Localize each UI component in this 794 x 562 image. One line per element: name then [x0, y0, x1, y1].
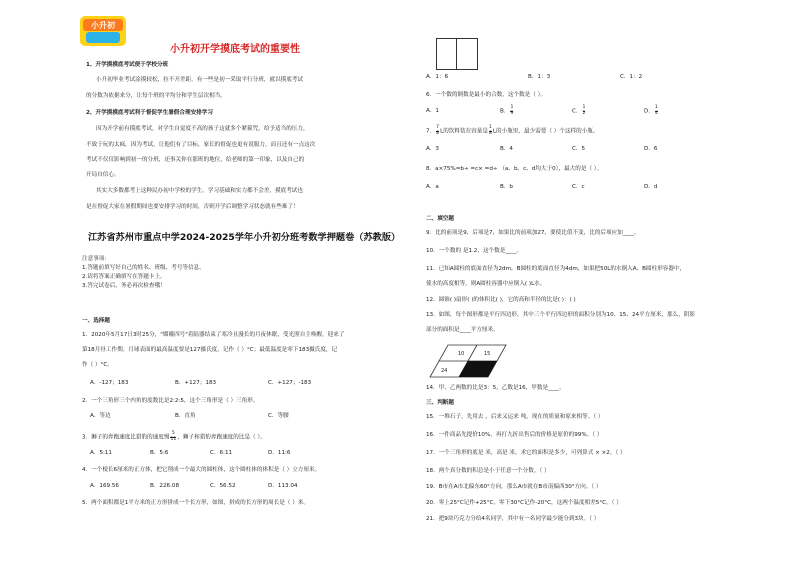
q11-line: 11．已知A圆柱的底面直径为2dm，B圆柱的底面直径为4dm，如果把50L的水倒入A、B圆柱形容器中， — [426, 266, 686, 272]
q18-text: 18．两个真分数的积总是小于任意一个分数。（ ） — [426, 468, 550, 474]
q11-line: 使水的高度相等，则A圆柱容器中应倒入( )L水。 — [426, 281, 546, 287]
q8-option: B．b — [500, 184, 513, 190]
q4-option: A．169.56 — [90, 483, 119, 489]
intro-p2-line: 因为开学前有摸底考试，对学生自觉度不高的孩子这就多个紧箍咒，给予适当的压力， — [96, 126, 309, 132]
q17-text: 17．一个三角形的底是 米，高是 米，求它的面积是多少，可列算式 × ×2。（ ） — [426, 450, 626, 456]
q6-option: D． $\frac{1}{4}$ — [644, 105, 658, 116]
q3-option: B．5:6 — [150, 450, 169, 456]
intro-p1-line: 的分数为依据来分，让每个班的平均分和学生层次相当。 — [86, 93, 226, 99]
q1-line: 第18月昼工作期。月球表面的最高温度要是127摄氏度，记作（ ）°C；最低温度是零下183摄氏度，记 — [82, 347, 338, 353]
q5-figure-divider — [456, 38, 457, 70]
q6-option: A．1 — [426, 108, 439, 114]
q8-option: A．a — [426, 184, 439, 190]
q5-option: B．1：3 — [528, 74, 551, 80]
fig-label: 10 — [458, 351, 465, 357]
q6-option: B． $\frac{1}{9}$ — [500, 105, 514, 116]
q1-option: C．+127；-183 — [268, 380, 312, 386]
q9-text: 9．比的前项是9，后项是7，如果比的前项加27，要使比值不变，比的后项应加____。 — [426, 230, 640, 236]
q4-option: C．56.52 — [210, 483, 236, 489]
note-item: 2.请将答案正确填写在答题卡上。 — [82, 274, 166, 280]
q20-text: 20．零上25°C记作+25°C，零下30°C记作-20°C，这两个温度相差5°C。（ ） — [426, 500, 622, 506]
q4-option: D．113.04 — [268, 483, 298, 489]
q16-text: 16．一件商品先提价10%，再打九折出售后的价格是原价的99%。（ ） — [426, 432, 603, 438]
notes-heading: 注意事项： — [82, 256, 110, 262]
q5-figure — [436, 38, 478, 70]
q13-line: 13．如图，每个图形都是平行四边形，其中三个平行四边形的面积分别为10、15、24平方厘米，那么，阴影 — [426, 312, 696, 318]
intro-p2-head: 2、开学摸摸底考试利于督促学生暑假合理安排学习 — [86, 110, 213, 116]
fig-label: 15 — [484, 351, 491, 357]
q21-text: 21．把9块巧克力分给4名同学，其中有一名同学最少能分到3块。（ ） — [426, 516, 600, 522]
fig-label: 24 — [441, 368, 448, 374]
section-choice: 一、选择题 — [82, 318, 110, 324]
q3-option: A．5:11 — [90, 450, 112, 456]
note-item: 1.答题前填写好自己的姓名、班级、考号等信息。 — [82, 265, 205, 271]
q2-option: B．直角 — [175, 413, 196, 419]
q8-text: 8．a×75%=b÷ =c× =d÷ （a、b、c、d均大于0），最大的是（ ）。 — [426, 166, 603, 172]
intro-p2-line: 开局自信心。 — [86, 172, 120, 178]
q2-text: 2．一个三角形三个内角的度数比是2:2:5，这个三角形是（ ）三角形。 — [82, 398, 259, 404]
exam-title: 江苏省苏州市重点中学2024-2025学年小升初分班考数学押题卷（苏教版） — [88, 232, 401, 243]
q2-option: C．等腰 — [268, 413, 289, 419]
q10-text: 10．一个数的 是1.2，这个数是____。 — [426, 248, 523, 254]
q8-option: D．d — [644, 184, 658, 190]
intro-p2-line: 不致于玩的太疯。因为考试，让他们有了目标，家长的督促也更有说服力。而且还有一点这次 — [86, 142, 316, 148]
section-judge: 三、判断题 — [426, 400, 454, 406]
q1-line: 作（ ）°C。 — [82, 362, 113, 368]
q5-option: A．1：6 — [426, 74, 449, 80]
intro-p1-head: 1、开学摸摸底考试便于学校分班 — [86, 62, 169, 68]
page-title: 小升初开学摸底考试的重要性 — [170, 44, 300, 55]
q3-text: 3．狮子的奔跑速度比猎豹的速度慢 $\frac{5}{11}$ ，狮子和猎豹奔跑速度的比是（ ）。 — [82, 431, 266, 442]
q12-text: 12．圆锥( )扇形( )的体积比( )，它的高和半径的比是( )：( ) — [426, 297, 576, 303]
q1-line: 1．2020年5月17日3时25分，"嫦娥四号"着陆器结束了寒冷且漫长的月夜休眠，受光照自主唤醒，迎来了 — [82, 332, 345, 338]
q8-option: C．c — [572, 184, 585, 190]
q4-option: B．226.08 — [150, 483, 180, 489]
intro-p1-line: 小升初毕业考试涂摸较松，拉不开差距。有一些是初一采取平行分班，就以摸底考试 — [96, 77, 303, 83]
q19-text: 19．B市在A市北偏东60°方向，那么A市就在B市南偏西30°方向。（ ） — [426, 484, 602, 490]
intro-p3-line: 其实大多数都考上这种民办初中学校的学生，学习基础和实力都不会差，摸底考试也 — [96, 188, 303, 194]
q7-option: C．5 — [572, 146, 586, 152]
q5-option: C．1：2 — [620, 74, 643, 80]
q1-option: B．+127；183 — [175, 380, 217, 386]
intro-p2-line: 考试不仅仅影响到初一的分班，还事关你在那班的地位，给老师的第一印象，以及自己的 — [86, 157, 305, 163]
logo-text: 小升初 — [91, 21, 115, 30]
q6-text: 6．一个数的倒数是最小的合数，这个数是（ ）。 — [426, 92, 547, 98]
q5-text: 5．两个面积都是1平方米的正方形拼成一个长方形，如图，拼成的长方形的周长是（ ）米。 — [82, 500, 310, 506]
q7-option: D．6 — [644, 146, 658, 152]
q13-line: 部分的面积是____平方厘米。 — [426, 327, 499, 333]
q2-option: A．等边 — [90, 413, 111, 419]
q7-option: A．3 — [426, 146, 439, 152]
q3-option: C．6:11 — [210, 450, 233, 456]
q14-text: 14．甲、乙两数的比是3：5，乙数是16，甲数是____。 — [426, 385, 565, 391]
note-item: 3.答完试卷后，务必再次检查哦！ — [82, 283, 166, 289]
q7-text: 7． $\frac{7}{8}$ L的饮料装在容量是 $\frac{1}{8}$ L的小瓶里，最少需要（ ）个这样的小瓶。 — [426, 125, 599, 136]
section-fill: 二、填空题 — [426, 216, 454, 222]
q3-option: D．11:6 — [268, 450, 291, 456]
intro-p3-line: 是在督促大家在暑假期间也要安排学习的时间，否则开学后调整学习状态就有些难了！ — [86, 204, 299, 210]
q1-option: A．-127；183 — [90, 380, 129, 386]
q15-text: 15．一堆石子，先用去 ，后来又运来 吨，现在的质量和原来相等。（ ） — [426, 414, 604, 420]
q6-option: C． $\frac{1}{2}$ — [572, 105, 586, 116]
q4-text: 4．一个棱长6厘米的正方体，把它削成一个最大的圆柱体，这个圆柱体的体积是（ ）立方厘米。 — [82, 467, 321, 473]
fraction: $\frac{5}{11}$ — [170, 431, 177, 442]
q7-option: B．4 — [500, 146, 513, 152]
xiaoshengchu-logo — [78, 14, 128, 48]
q13-figure — [428, 344, 508, 378]
